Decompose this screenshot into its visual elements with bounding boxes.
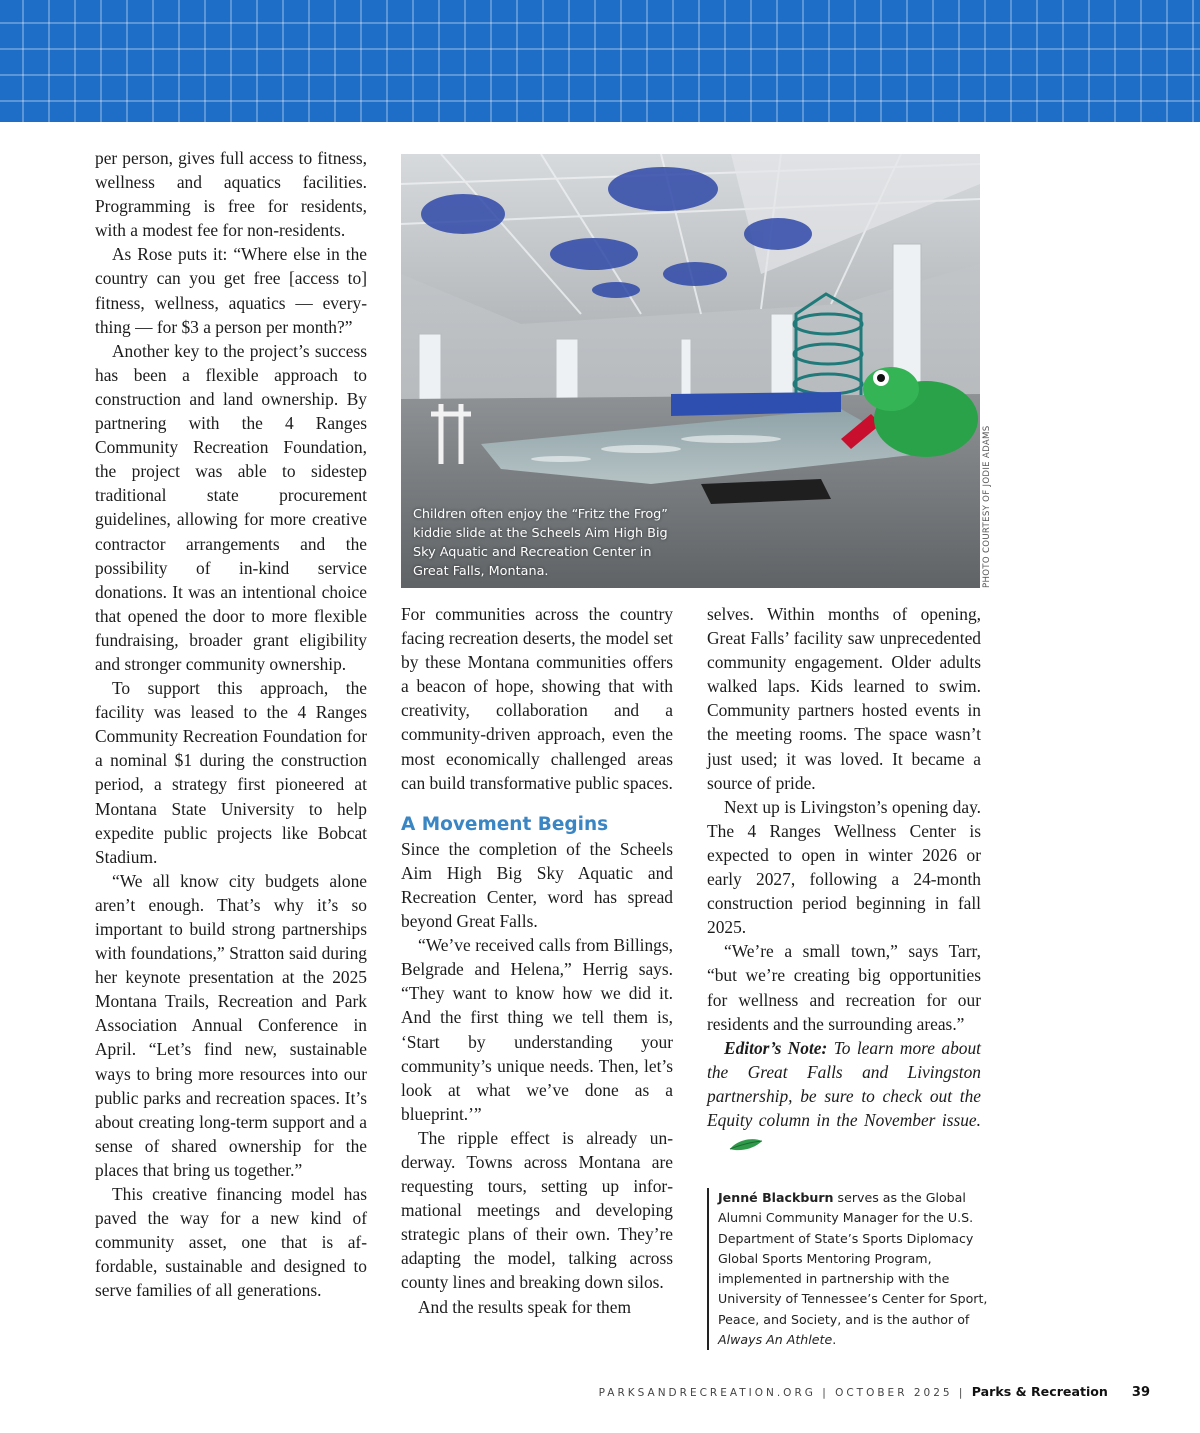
author-bio-text: serves as the Global Alumni Community Manager for the U.S. Department of State’s Sports Diplomacy Global Sports Mentoring Program, implemented in partnership with the University of Tennessee’s Center for Sport, Peace, and Society, and is the author of <box>718 1190 988 1327</box>
header-grid-banner <box>0 0 1200 122</box>
photo-credit: PHOTO COURTESY OF JODIE ADAMS <box>982 425 992 588</box>
section-heading: A Movement Begins <box>401 813 609 835</box>
paragraph: selves. Within months of opening, Great Falls’ facility saw unprecedented community engagement. Older adults walked laps. Kids learned to swim. Community partners hosted events in the meeting rooms. The space wasn’t just used; it was loved. It became a source of pride. <box>707 604 981 793</box>
paragraph: To support this approach, the facility was leased to the 4 Ranges Community Recreation Foundation for a nominal $1 during the construction period, a strategy first pioneered at Montana State University to help expedite public projects like Bobcat Stadium. <box>95 678 367 867</box>
paragraph: Next up is Livingston’s opening day. The 4 Ranges Wellness Center is expected to open in winter 2026 or early 2027, following a 24-month construction period beginning in fall 2025. <box>707 796 981 938</box>
author-bio <box>707 1188 988 1350</box>
pool-photo <box>401 154 980 588</box>
author-name: Jenné Blackburn <box>718 1190 834 1205</box>
article-column-1 <box>95 146 367 1303</box>
page-number: 39 <box>1131 1385 1150 1400</box>
footer-magazine-title: Parks & Recreation <box>971 1384 1108 1399</box>
editors-note-label: Editor’s Note: <box>724 1037 828 1058</box>
editors-note <box>707 1036 981 1159</box>
author-book-title: Always An Athlete <box>718 1332 833 1348</box>
paragraph: Since the completion of the Scheels Aim High Big Sky Aquatic and Recreation Center, word has spread beyond Great Falls. <box>401 838 673 932</box>
photo-caption: Children often enjoy the “Fritz the Frog” kiddie slide at the Scheels Aim High Big Sky Aquatic and Recreation Center in Great Falls, Montana. <box>413 507 668 579</box>
footer-site-date: PARKSANDRECREATION.ORG | OCTOBER 2025 | <box>598 1387 972 1399</box>
leaf-icon <box>711 1135 764 1159</box>
paragraph: As Rose puts it: “Where else in the country can you get free [access to] fitness, wellness, aquatics — everything — for $3 a person per month?” <box>95 244 367 337</box>
paragraph: For communities across the country facing recreation deserts, the model set by these Montana communities offers a beacon of hope, showing that with creativity, collaboration and a community-driven approach, even the most economically challenged areas can build transformative public spaces. <box>401 604 673 793</box>
paragraph: “We’re a small town,” says Tarr, “but we’re creating big opportunities for wellness and recreation for our residents and the surrounding areas.” <box>707 941 981 1034</box>
paragraph: The ripple effect is already underway. Towns across Montana are requesting tours, setting up informational meetings and developing strategic plans of their own. They’re adapting the model, talking across county lines and breaking down silos. <box>401 1127 673 1293</box>
paragraph: “We all know city budgets alone aren’t enough. That’s why it’s so important to build strong partnerships with foundations,” Stratton said during her keynote presentation at the 2025 Montana Trails, Recreation and Park Association Annual Conference in April. “Let’s find new, sustainable ways to bring more resources into our public parks and recreation spaces. It’s about creating long-term support and a sense of shared ownership for the places that bring us together.” <box>95 870 367 1180</box>
page-footer <box>0 1384 1150 1400</box>
paragraph: And the results speak for them <box>418 1296 631 1317</box>
article-column-2 <box>401 602 673 1319</box>
paragraph: per person, gives full access to fitness, wellness and aquatics facilities. Programming is free for residents, with a modest fee for non-residents. <box>95 148 367 241</box>
article-column-3 <box>707 602 981 1159</box>
paragraph: “We’ve received calls from Billings, Belgrade and Helena,” Herrig says. “They want to know how we did it. And the first thing we tell them is, ‘Start by understanding your community’s unique needs. Then, let’s look at what we’ve done as a blueprint.’” <box>401 935 673 1124</box>
paragraph: Another key to the project’s success has been a flexible approach to construction and land ownership. By partnering with the 4 Ranges Community Recreation Foundation, the project was able to sidestep traditional state procurement guidelines, allowing for more creative contractor arrangements and the possibility of in-kind service donations. It was an intentional choice that opened the door to more flexible fundraising, broader grant eligibility and stronger community ownership. <box>95 340 367 674</box>
author-bio-end: . <box>832 1332 837 1348</box>
editors-note-text: To learn more about the Great Falls and Livingston partnership, be sure to check out the Equity column in the November issue. <box>707 1037 981 1130</box>
paragraph: This creative financing model has paved the way for a new kind of community asset, one that is affordable, sustainable and designed to serve families of all generations. <box>95 1184 367 1301</box>
